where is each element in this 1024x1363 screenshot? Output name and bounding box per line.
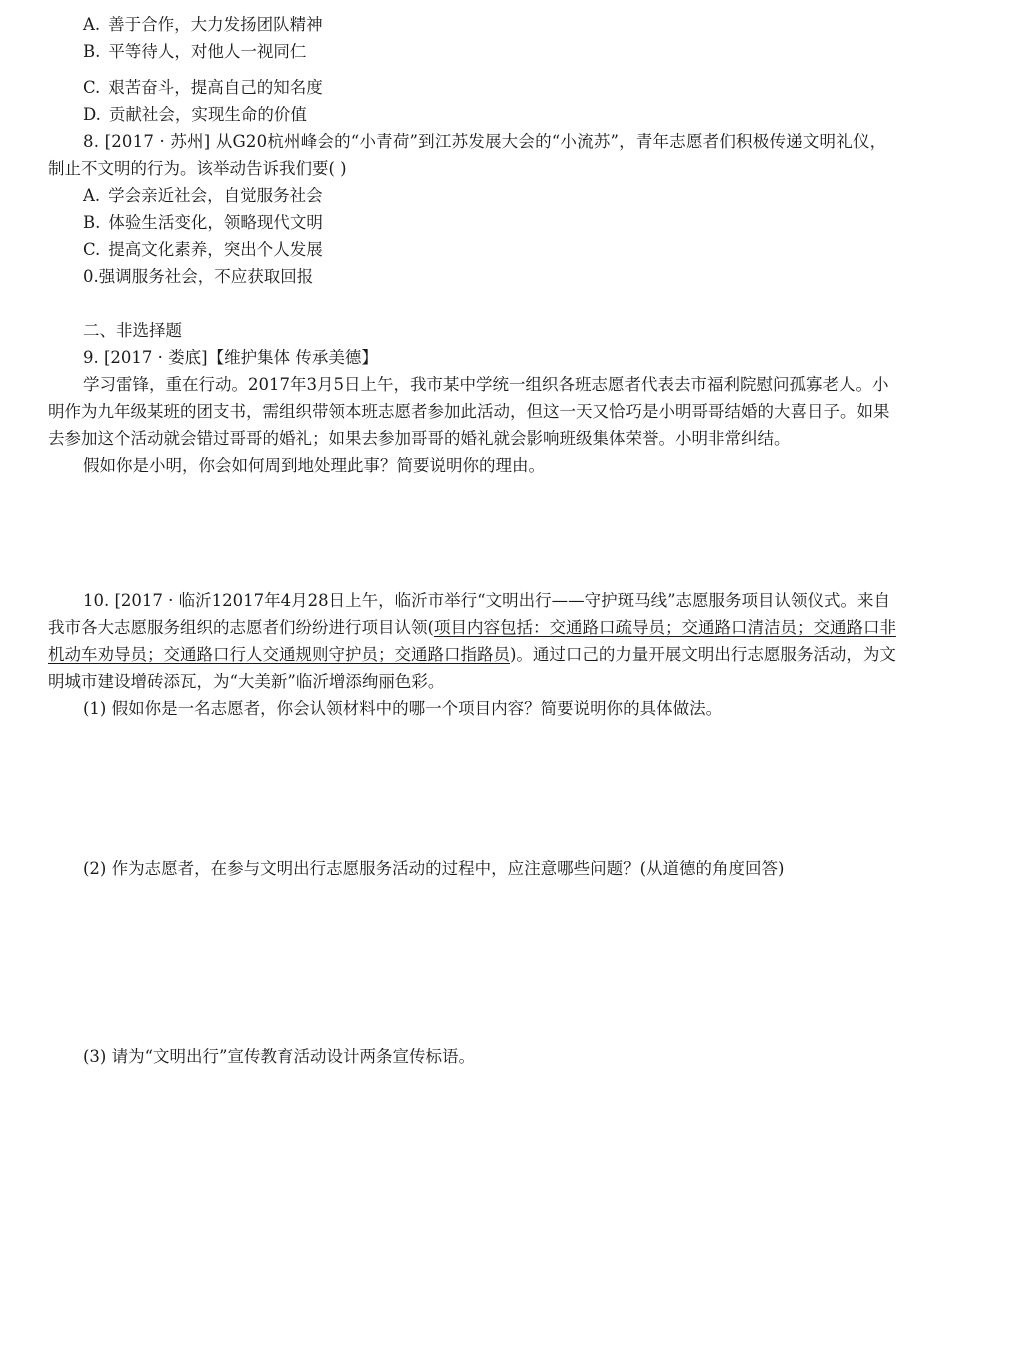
q7-option-c xyxy=(83,77,323,99)
option-label: B. xyxy=(83,42,101,61)
q8-option-a xyxy=(83,185,323,207)
q10-stem-line1: 10. [2017 · 临沂12017年4月28日上午，临沂市举行“文明出行——守护斑马线”志愿服务项目认领仪式。来自 xyxy=(83,591,891,610)
q8-stem-line2: 制止不文明的行为。该举动告诉我们要( ) xyxy=(48,159,347,178)
q9-paragraph-line3: 去参加这个活动就会错过哥哥的婚礼；如果去参加哥哥的婚礼就会影响班级集体荣誉。小明非常纠结。 xyxy=(48,429,791,448)
q10-project-list: 项目内容包括：交通路口疏导员；交通路口清洁员；交通路口非 xyxy=(433,618,896,637)
q9-question: 假如你是小明，你会如何周到地处理此事？简要说明你的理由。 xyxy=(83,456,545,475)
q7-option-d xyxy=(83,104,307,126)
option-text: 提高文化素养，突出个人发展 xyxy=(108,240,323,259)
q7-option-a xyxy=(83,14,323,36)
option-text: 0.强调服务社会，不应获取回报 xyxy=(83,267,314,286)
option-text: 善于合作，大力发扬团队精神 xyxy=(108,15,323,34)
q8-stem-line1: 8. [2017 · 苏州] 从G20杭州峰会的“小青荷”到江苏发展大会的“小流苏”，青年志愿者们积极传递文明礼仪， xyxy=(83,132,887,151)
q10-stem-text: 我市各大志愿服务组织的志愿者们纷纷进行项目认领( xyxy=(48,618,434,637)
option-label: C. xyxy=(83,78,101,97)
option-label: D. xyxy=(83,105,101,124)
q9-paragraph-line1: 学习雷锋，重在行动。2017年3月5日上午，我市某中学统一组织各班志愿者代表去市福利院慰问孤寡老人。小 xyxy=(83,375,889,394)
section-heading: 二、非选择题 xyxy=(83,321,182,340)
q10-project-list-cont: 机动车劝导员；交通路口行人交通规则守护员；交通路口指路员 xyxy=(48,645,510,664)
q10-stem-text: )。通过口己的力量开展文明出行志愿服务活动，为文 xyxy=(510,645,896,664)
q8-option-c xyxy=(83,239,323,261)
q10-stem-line3 xyxy=(48,644,896,666)
q7-option-b xyxy=(83,41,306,63)
option-label: B. xyxy=(83,213,101,232)
q10-stem-line2 xyxy=(48,617,896,639)
option-text: 艰苦奋斗，提高自己的知名度 xyxy=(108,78,323,97)
option-text: 平等待人，对他人一视同仁 xyxy=(108,42,307,61)
option-text: 贡献社会，实现生命的价值 xyxy=(108,105,307,124)
q10-subquestion-1: (1) 假如你是一名志愿者，你会认领材料中的哪一个项目内容？简要说明你的具体做法。 xyxy=(83,699,723,718)
q9-header: 9. [2017 · 娄底]【维护集体 传承美德】 xyxy=(83,348,378,367)
q8-option-d xyxy=(83,266,313,288)
q10-subquestion-2: (2) 作为志愿者，在参与文明出行志愿服务活动的过程中，应注意哪些问题？(从道德的角度回答) xyxy=(83,859,785,878)
option-label: A. xyxy=(83,15,101,34)
option-text: 体验生活变化，领略现代文明 xyxy=(108,213,323,232)
q10-subquestion-3: (3) 请为“文明出行”宣传教育活动设计两条宣传标语。 xyxy=(83,1047,475,1066)
option-label: A. xyxy=(83,186,101,205)
q8-option-b xyxy=(83,212,323,234)
q10-stem-line4: 明城市建设增砖添瓦，为“大美新”临沂增添绚丽色彩。 xyxy=(48,672,445,691)
option-text: 学会亲近社会，自觉服务社会 xyxy=(108,186,323,205)
q9-paragraph-line2: 明作为九年级某班的团支书，需组织带领本班志愿者参加此活动，但这一天又恰巧是小明哥哥结婚的大喜日子。如果 xyxy=(48,402,890,421)
option-label: C. xyxy=(83,240,101,259)
